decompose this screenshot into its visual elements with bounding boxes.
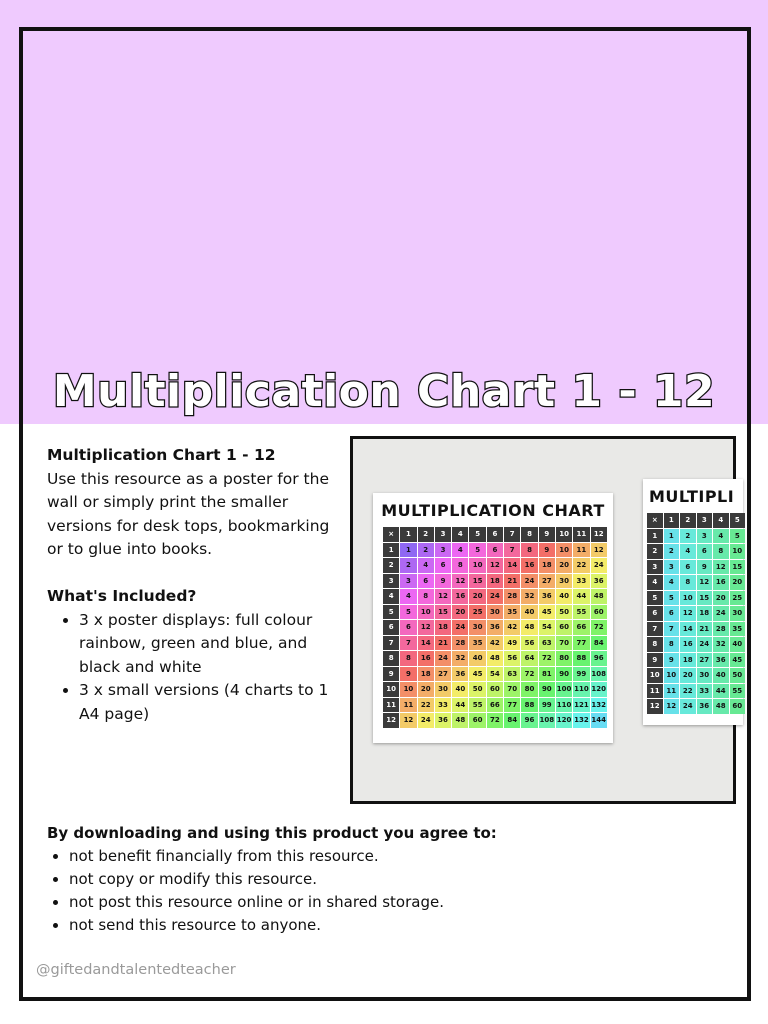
grid-cell: 49 [504, 636, 520, 651]
grid-cell: 18 [487, 574, 503, 589]
description-section [47, 444, 339, 726]
grid-cell: 54 [487, 667, 503, 682]
grid-cell: 64 [521, 651, 537, 666]
grid-cell: 25 [469, 605, 485, 620]
grid-cell: 5 [469, 543, 485, 558]
grid-header-cell: 5 [469, 527, 485, 542]
grid-header-cell: 5 [383, 605, 399, 620]
grid-header-cell: 12 [647, 699, 663, 714]
grid-cell: 120 [591, 682, 607, 697]
grid-cell: 50 [730, 668, 746, 683]
grid-cell: 4 [664, 575, 680, 590]
grid-header-cell: 1 [400, 527, 416, 542]
grid-header-cell: 11 [647, 684, 663, 699]
grid-cell: 9 [539, 543, 555, 558]
grid-cell: 24 [680, 699, 696, 714]
grid-cell: 3 [664, 560, 680, 575]
grid-cell: 60 [469, 713, 485, 728]
grid-header-cell: 9 [647, 653, 663, 668]
grid-cell: 27 [697, 653, 713, 668]
grid-cell: 70 [504, 682, 520, 697]
grid-cell: 6 [400, 620, 416, 635]
grid-cell: 24 [487, 589, 503, 604]
grid-cell: 132 [573, 713, 589, 728]
grid-cell: 9 [435, 574, 451, 589]
grid-cell: 50 [556, 605, 572, 620]
grid-cell: 66 [487, 698, 503, 713]
grid-cell: 30 [435, 682, 451, 697]
grid-cell: 4 [680, 544, 696, 559]
grid-header-cell: 2 [647, 544, 663, 559]
terms-item: • not post this resource online or in shared storage. [69, 891, 707, 914]
grid-cell: 33 [573, 574, 589, 589]
grid-header-cell: 5 [730, 513, 746, 528]
grid-cell: 33 [697, 684, 713, 699]
grid-cell: 40 [730, 637, 746, 652]
grid-cell: 24 [521, 574, 537, 589]
poster-main-title: MULTIPLICATION CHART [381, 501, 605, 520]
grid-cell: 12 [400, 713, 416, 728]
grid-cell: 42 [504, 620, 520, 635]
grid-cell: 3 [697, 529, 713, 544]
grid-header-cell: 9 [539, 527, 555, 542]
grid-cell: 45 [730, 653, 746, 668]
grid-header-cell: 1 [647, 529, 663, 544]
grid-cell: 6 [487, 543, 503, 558]
description-heading: Multiplication Chart 1 - 12 [47, 446, 276, 464]
grid-cell: 11 [664, 684, 680, 699]
grid-cell: 36 [487, 620, 503, 635]
grid-cell: 60 [730, 699, 746, 714]
grid-cell: 9 [664, 653, 680, 668]
grid-cell: 7 [400, 636, 416, 651]
grid-cell: 108 [591, 667, 607, 682]
grid-cell: 72 [591, 620, 607, 635]
grid-header-cell: 8 [647, 637, 663, 652]
grid-cell: 2 [664, 544, 680, 559]
grid-cell: 10 [556, 543, 572, 558]
grid-cell: 44 [713, 684, 729, 699]
grid-cell: 25 [730, 591, 746, 606]
grid-cell: 11 [573, 543, 589, 558]
grid-cell: 30 [730, 606, 746, 621]
grid-cell: 8 [680, 575, 696, 590]
grid-cell: 44 [573, 589, 589, 604]
grid-cell: 16 [680, 637, 696, 652]
grid-cell: 27 [435, 667, 451, 682]
grid-cell: 4 [713, 529, 729, 544]
terms-list [47, 845, 707, 937]
grid-cell: 5 [400, 605, 416, 620]
included-item: • 3 x small versions (4 charts to 1 A4 page) [79, 679, 339, 726]
grid-cell: 9 [400, 667, 416, 682]
grid-cell: 22 [418, 698, 434, 713]
grid-header-cell: 3 [647, 560, 663, 575]
grid-header-cell: 2 [418, 527, 434, 542]
grid-cell: 21 [697, 622, 713, 637]
grid-cell: 22 [573, 558, 589, 573]
terms-section [47, 822, 707, 937]
grid-cell: 36 [591, 574, 607, 589]
grid-header-cell: 6 [487, 527, 503, 542]
grid-cell: 72 [487, 713, 503, 728]
grid-cell: 4 [400, 589, 416, 604]
grid-cell: 28 [713, 622, 729, 637]
grid-cell: 63 [504, 667, 520, 682]
grid-cell: 6 [680, 560, 696, 575]
grid-cell: 10 [400, 682, 416, 697]
grid-cell: 55 [469, 698, 485, 713]
grid-cell: 48 [452, 713, 468, 728]
grid-cell: 8 [713, 544, 729, 559]
grid-cell: 80 [556, 651, 572, 666]
terms-item: • not send this resource to anyone. [69, 914, 707, 937]
grid-cell: 56 [504, 651, 520, 666]
grid-cell: 40 [469, 651, 485, 666]
grid-cell: 10 [664, 668, 680, 683]
grid-cell: 120 [556, 713, 572, 728]
grid-cell: 18 [539, 558, 555, 573]
grid-cell: 30 [487, 605, 503, 620]
grid-cell: 14 [418, 636, 434, 651]
grid-cell: 18 [680, 653, 696, 668]
grid-cell: 10 [469, 558, 485, 573]
grid-header-cell: × [647, 513, 663, 528]
grid-cell: 6 [664, 606, 680, 621]
grid-header-cell: 2 [383, 558, 399, 573]
grid-header-cell: 1 [383, 543, 399, 558]
grid-header-cell: 7 [504, 527, 520, 542]
grid-cell: 10 [730, 544, 746, 559]
grid-cell: 24 [697, 637, 713, 652]
grid-cell: 32 [452, 651, 468, 666]
grid-cell: 27 [539, 574, 555, 589]
grid-cell: 8 [521, 543, 537, 558]
grid-cell: 28 [452, 636, 468, 651]
grid-cell: 15 [730, 560, 746, 575]
grid-cell: 1 [664, 529, 680, 544]
grid-cell: 12 [435, 589, 451, 604]
grid-cell: 10 [680, 591, 696, 606]
grid-cell: 48 [487, 651, 503, 666]
grid-header-cell: 7 [383, 636, 399, 651]
grid-cell: 15 [697, 591, 713, 606]
grid-cell: 12 [664, 699, 680, 714]
grid-cell: 70 [556, 636, 572, 651]
grid-cell: 7 [664, 622, 680, 637]
grid-cell: 96 [521, 713, 537, 728]
grid-cell: 4 [418, 558, 434, 573]
grid-cell: 48 [713, 699, 729, 714]
grid-cell: 6 [435, 558, 451, 573]
grid-cell: 60 [591, 605, 607, 620]
grid-header-cell: 12 [591, 527, 607, 542]
grid-cell: 5 [730, 529, 746, 544]
grid-cell: 45 [469, 667, 485, 682]
grid-header-cell: 8 [383, 651, 399, 666]
grid-cell: 40 [452, 682, 468, 697]
grid-cell: 56 [521, 636, 537, 651]
grid-cell: 20 [713, 591, 729, 606]
grid-header-cell: 4 [713, 513, 729, 528]
grid-header-cell: 10 [556, 527, 572, 542]
grid-cell: 8 [418, 589, 434, 604]
author-handle: @giftedandtalentedteacher [36, 962, 236, 978]
grid-cell: 99 [573, 667, 589, 682]
grid-cell: 6 [418, 574, 434, 589]
poster-side-title: MULTIPLI [649, 487, 735, 506]
grid-cell: 32 [521, 589, 537, 604]
grid-cell: 12 [487, 558, 503, 573]
grid-cell: 144 [591, 713, 607, 728]
grid-cell: 36 [539, 589, 555, 604]
grid-cell: 80 [521, 682, 537, 697]
grid-cell: 21 [435, 636, 451, 651]
grid-cell: 7 [504, 543, 520, 558]
grid-header-cell: 4 [452, 527, 468, 542]
grid-cell: 50 [469, 682, 485, 697]
grid-cell: 110 [556, 698, 572, 713]
grid-cell: 72 [521, 667, 537, 682]
grid-cell: 96 [591, 651, 607, 666]
grid-cell: 15 [469, 574, 485, 589]
grid-header-cell: × [383, 527, 399, 542]
grid-cell: 12 [697, 575, 713, 590]
grid-cell: 33 [435, 698, 451, 713]
grid-cell: 63 [539, 636, 555, 651]
spacer [47, 562, 339, 586]
grid-cell: 90 [556, 667, 572, 682]
grid-cell: 30 [469, 620, 485, 635]
grid-cell: 11 [400, 698, 416, 713]
grid-cell: 20 [452, 605, 468, 620]
grid-cell: 28 [504, 589, 520, 604]
grid-cell: 18 [697, 606, 713, 621]
poster-main [373, 493, 613, 743]
grid-cell: 16 [521, 558, 537, 573]
grid-cell: 18 [435, 620, 451, 635]
grid-cell: 1 [400, 543, 416, 558]
grid-cell: 60 [556, 620, 572, 635]
grid-cell: 35 [504, 605, 520, 620]
grid-cell: 77 [504, 698, 520, 713]
grid-cell: 2 [418, 543, 434, 558]
grid-cell: 55 [573, 605, 589, 620]
grid-cell: 15 [435, 605, 451, 620]
grid-cell: 40 [713, 668, 729, 683]
grid-cell: 16 [713, 575, 729, 590]
grid-cell: 55 [730, 684, 746, 699]
grid-header-cell: 9 [383, 667, 399, 682]
grid-cell: 36 [697, 699, 713, 714]
grid-cell: 24 [435, 651, 451, 666]
grid-cell: 35 [730, 622, 746, 637]
product-preview-image [350, 436, 743, 804]
terms-heading: By downloading and using this product you agree to: [47, 824, 497, 842]
included-heading: What's Included? [47, 587, 197, 605]
terms-item: • not benefit financially from this resource. [69, 845, 707, 868]
grid-cell: 6 [697, 544, 713, 559]
grid-cell: 54 [539, 620, 555, 635]
grid-cell: 66 [573, 620, 589, 635]
grid-cell: 88 [573, 651, 589, 666]
grid-cell: 3 [400, 574, 416, 589]
grid-cell: 24 [591, 558, 607, 573]
grid-cell: 36 [435, 713, 451, 728]
grid-cell: 14 [680, 622, 696, 637]
grid-cell: 8 [400, 651, 416, 666]
grid-header-cell: 3 [435, 527, 451, 542]
grid-cell: 35 [469, 636, 485, 651]
grid-header-cell: 4 [383, 589, 399, 604]
grid-cell: 100 [556, 682, 572, 697]
grid-header-cell: 5 [647, 591, 663, 606]
grid-header-cell: 11 [573, 527, 589, 542]
grid-cell: 16 [452, 589, 468, 604]
grid-cell: 20 [730, 575, 746, 590]
grid-cell: 12 [713, 560, 729, 575]
grid-cell: 121 [573, 698, 589, 713]
grid-cell: 88 [521, 698, 537, 713]
grid-cell: 8 [664, 637, 680, 652]
grid-header-cell: 4 [647, 575, 663, 590]
multiplication-grid-side [647, 513, 745, 714]
grid-cell: 20 [680, 668, 696, 683]
grid-header-cell: 8 [521, 527, 537, 542]
grid-cell: 36 [452, 667, 468, 682]
grid-cell: 110 [573, 682, 589, 697]
terms-item: • not copy or modify this resource. [69, 868, 707, 891]
grid-cell: 42 [487, 636, 503, 651]
grid-cell: 16 [418, 651, 434, 666]
grid-cell: 14 [504, 558, 520, 573]
description-paragraph: Use this resource as a poster for the wall or simply print the smaller versions for desk tops, bookmarking or to glue into books. [47, 469, 330, 558]
grid-cell: 2 [400, 558, 416, 573]
grid-cell: 45 [539, 605, 555, 620]
grid-cell: 12 [680, 606, 696, 621]
grid-cell: 84 [504, 713, 520, 728]
grid-header-cell: 2 [680, 513, 696, 528]
grid-header-cell: 6 [647, 606, 663, 621]
grid-cell: 30 [556, 574, 572, 589]
grid-cell: 40 [556, 589, 572, 604]
grid-cell: 12 [591, 543, 607, 558]
grid-cell: 30 [697, 668, 713, 683]
included-list [47, 609, 339, 727]
grid-header-cell: 10 [383, 682, 399, 697]
grid-cell: 18 [418, 667, 434, 682]
grid-cell: 32 [713, 637, 729, 652]
grid-cell: 4 [452, 543, 468, 558]
grid-header-cell: 7 [647, 622, 663, 637]
grid-cell: 81 [539, 667, 555, 682]
grid-cell: 60 [487, 682, 503, 697]
included-item: • 3 x poster displays: full colour rainbow, green and blue, and black and white [79, 609, 339, 680]
grid-header-cell: 12 [383, 713, 399, 728]
grid-header-cell: 6 [383, 620, 399, 635]
grid-header-cell: 11 [383, 698, 399, 713]
grid-cell: 90 [539, 682, 555, 697]
grid-cell: 5 [664, 591, 680, 606]
grid-cell: 132 [591, 698, 607, 713]
grid-cell: 21 [504, 574, 520, 589]
grid-cell: 2 [680, 529, 696, 544]
grid-cell: 108 [539, 713, 555, 728]
grid-cell: 40 [521, 605, 537, 620]
grid-cell: 84 [591, 636, 607, 651]
grid-cell: 12 [452, 574, 468, 589]
grid-cell: 12 [418, 620, 434, 635]
grid-cell: 24 [713, 606, 729, 621]
grid-cell: 9 [697, 560, 713, 575]
grid-cell: 22 [680, 684, 696, 699]
grid-header-cell: 3 [697, 513, 713, 528]
grid-cell: 44 [452, 698, 468, 713]
grid-cell: 48 [591, 589, 607, 604]
grid-header-cell: 3 [383, 574, 399, 589]
grid-cell: 77 [573, 636, 589, 651]
grid-cell: 99 [539, 698, 555, 713]
grid-cell: 72 [539, 651, 555, 666]
grid-cell: 36 [713, 653, 729, 668]
grid-cell: 10 [418, 605, 434, 620]
grid-cell: 20 [556, 558, 572, 573]
poster-side [643, 479, 743, 725]
page-title: Multiplication Chart 1 - 12 [52, 366, 716, 417]
grid-cell: 20 [469, 589, 485, 604]
grid-cell: 20 [418, 682, 434, 697]
grid-cell: 8 [452, 558, 468, 573]
grid-cell: 24 [452, 620, 468, 635]
grid-cell: 24 [418, 713, 434, 728]
grid-header-cell: 1 [664, 513, 680, 528]
grid-cell: 48 [521, 620, 537, 635]
grid-header-cell: 10 [647, 668, 663, 683]
multiplication-grid-main [383, 527, 607, 728]
grid-cell: 3 [435, 543, 451, 558]
